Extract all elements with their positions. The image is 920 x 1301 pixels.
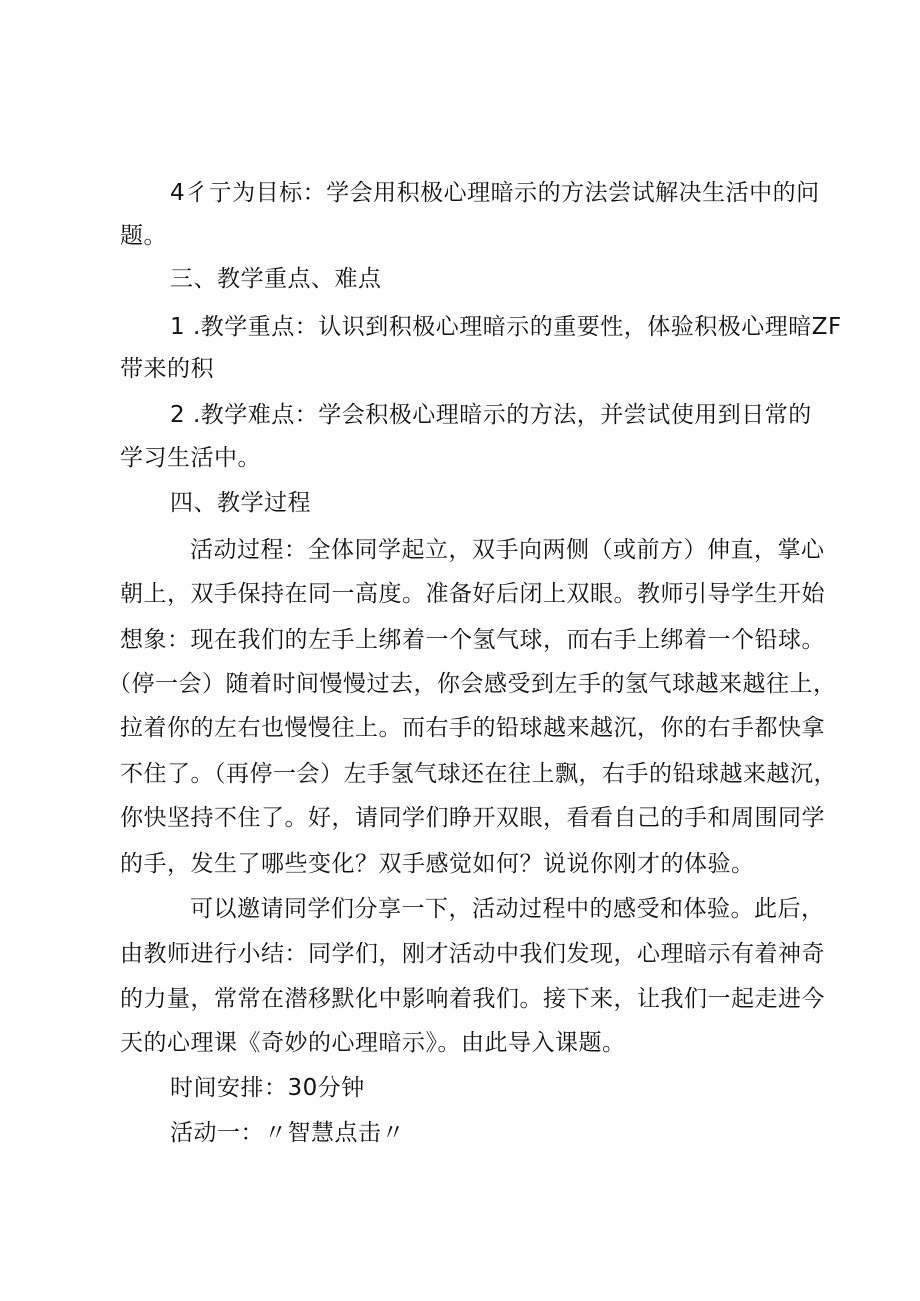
text-line: 由教师进行小结：同学们，刚才活动中我们发现，心理暗示有着神奇	[120, 941, 825, 967]
text-line: 学习生活中。	[120, 445, 261, 471]
text-line: 天的心理课《奇妙的心理暗示》。由此导入课题。	[120, 1030, 626, 1056]
text-line: 想象：现在我们的左手上绑着一个氢气球，而右手上绑着一个铅球。	[120, 627, 825, 653]
text-line: 朝上，双手保持在同一高度。准备好后闭上双眼。教师引导学生开始	[120, 581, 825, 607]
text-line: 活动一：〃智慧点击〃	[170, 1120, 405, 1146]
text-line: 题。	[120, 223, 167, 249]
text-line: 带来的积	[120, 356, 214, 382]
text-line: 时间安排：30分钟	[170, 1075, 365, 1101]
text-line: 拉着你的左右也慢慢往上。而右手的铅球越来越沉，你的右手都快拿	[120, 715, 825, 741]
text-line: 活动过程：全体同学起立，双手向两侧（或前方）伸直，掌心	[190, 537, 825, 563]
text-line: 2 .教学难点：学会积极心理暗示的方法，并尝试使用到日常的	[170, 402, 812, 428]
text-line: （停一会）随着时间慢慢过去，你会感受到左手的氢气球越来越往上，	[108, 671, 837, 697]
text-line: 你快坚持不住了。好，请同学们睁开双眼，看看自己的手和周围同学	[120, 805, 825, 831]
section-heading: 四、教学过程	[170, 490, 311, 516]
text-line: 的手，发生了哪些变化？双手感觉如何？说说你刚才的体验。	[120, 851, 755, 877]
text-line: 可以邀请同学们分享一下，活动过程中的感受和体验。此后，	[190, 896, 825, 922]
text-line: 的力量，常常在潜移默化中影响着我们。接下来，让我们一起走进今	[120, 986, 825, 1012]
text-line: 不住了。（再停一会）左手氢气球还在往上飘，右手的铅球越来越沉，	[120, 761, 837, 787]
text-line: 1 .教学重点：认识到积极心理暗示的重要性，体验积极心理暗ZF	[170, 314, 842, 340]
section-heading: 三、教学重点、难点	[170, 266, 382, 292]
text-line: 4彳亍为目标：学会用积极心理暗示的方法尝试解决生活中的问	[170, 180, 820, 206]
